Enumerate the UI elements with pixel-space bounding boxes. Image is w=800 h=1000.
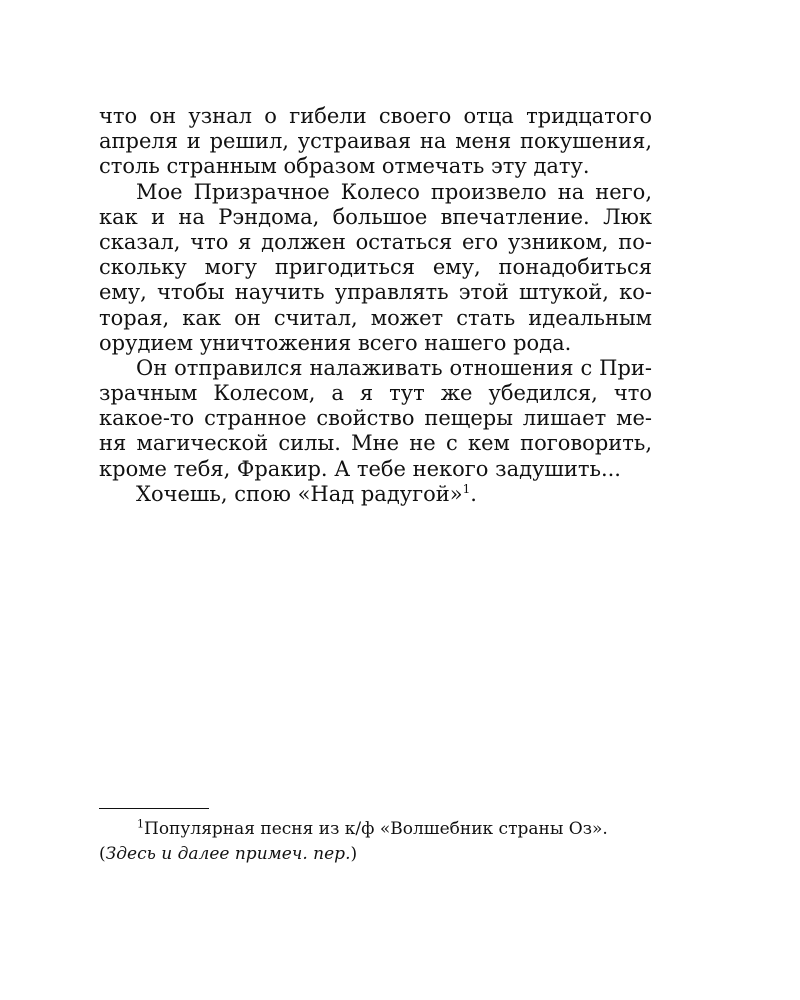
footnote-paren-open: ( [99, 844, 106, 864]
footnote-italic-note: Здесь и далее примеч. пер. [105, 844, 351, 864]
footnote-marker: 1 [137, 817, 144, 831]
text-line: орудием уничтожения всего нашего рода. [99, 330, 572, 355]
text-line: ня магической силы. Мне не с кем поговорить, [99, 431, 652, 456]
footnote-text: Популярная песня из к/ф «Волшебник страны Оз». [144, 819, 608, 839]
footnote-note-line [99, 842, 659, 867]
text-line: какое-то странное свойство пещеры лишает ме- [99, 406, 652, 431]
text-line: Мое Призрачное Колесо произвело на него, [136, 179, 652, 204]
footnote [99, 817, 659, 867]
text-line: что он узнал о гибели своего отца тридцатого [99, 104, 652, 128]
text-line-final [99, 482, 652, 507]
final-line-text: Хочешь, спою «Над радугой» [136, 481, 463, 506]
text-line: столь странным образом отмечать эту дату. [99, 154, 590, 179]
text-line: сказал, что я должен остаться его узником, по- [99, 229, 652, 254]
final-line-period: . [470, 481, 477, 506]
text-line: торая, как он считал, может стать идеальным [99, 305, 652, 330]
footnote-divider [99, 808, 209, 809]
text-line: скольку могу пригодиться ему, понадобиться [99, 255, 652, 280]
footnote-reference: 1 [462, 481, 471, 496]
text-line: зрачным Колесом, а я тут же убедился, что [99, 381, 652, 406]
footnote-line [99, 817, 659, 842]
text-line: апреля и решил, устраивая на меня покушения, [99, 129, 652, 154]
text-line: ему, чтобы научить управлять этой штукой, ко- [99, 280, 652, 305]
text-line: кроме тебя, Фракир. А тебе некого задушить... [99, 456, 621, 481]
text-line: как и на Рэндома, большое впечатление. Люк [99, 204, 652, 229]
body-text [99, 104, 652, 507]
text-line: Он отправился налаживать отношения с При- [136, 355, 652, 380]
footnote-paren-close: ) [350, 844, 358, 864]
